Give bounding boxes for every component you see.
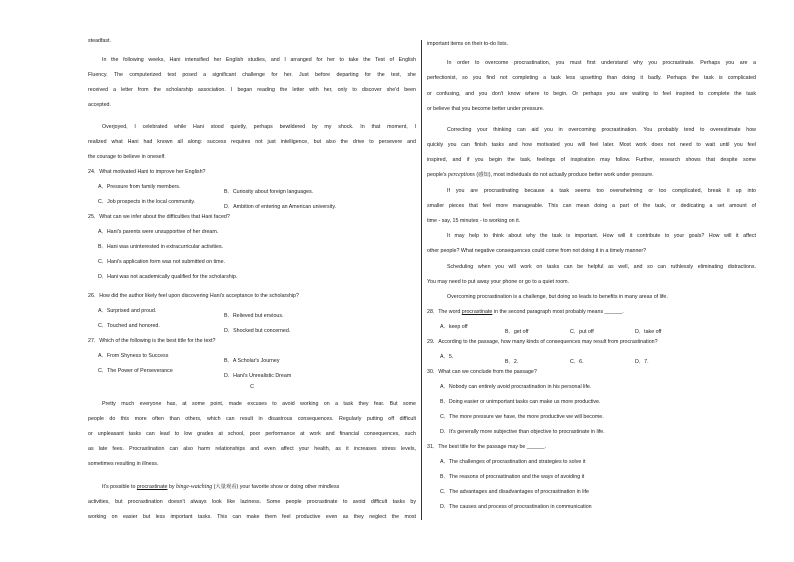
paragraph-line: received a letter from the scholarship association. I began reading the letter with her, only to discover she'd been — [88, 87, 416, 93]
paragraph-line: If you are procrastinating because a task seems too overwhelming or too complicated, break it up into — [447, 188, 756, 194]
q30-option-c[interactable]: C．The more pressure we have, the more productive we will become. — [440, 414, 604, 420]
paragraph-line: or unpleasant tasks can lead to low grades at school, poor performance at work and financial consequences, such — [88, 431, 416, 437]
q25-option-a[interactable]: A．Hani's parents were unsupportive of her dream. — [98, 229, 219, 235]
text-run: people's — [427, 172, 449, 178]
paragraph-line: Fluency. The computerized test posed a significant challenge for her. Just before departing for the test, she — [88, 72, 416, 78]
text-run: , most individuals do not actually produce better work under pressure. — [490, 172, 654, 178]
paragraph-line: Overcoming procrastination is a challenge, but doing so leads to benefits in many areas of life. — [447, 294, 668, 300]
paragraph-line: inspired, and if you begin the task, feelings of inspiration may follow. Further, research shows that despite some — [427, 157, 756, 163]
question-27-stem: 27．Which of the following is the best title for the text? — [88, 338, 216, 344]
paragraph-line: as late fees. Procrastination can also harm relationships and even affect your health, as it increases stress levels, — [88, 446, 416, 452]
question-31-stem: 31．The best title for the passage may be ______. — [427, 444, 546, 450]
paragraph-line: Scheduling when you will work on tasks can be helpful as well, and so can ruthlessly eliminating distractions. — [447, 264, 756, 270]
text-run: It's possible to — [102, 484, 137, 490]
paragraph-line: time - say, 15 minutes - to working on it. — [427, 218, 521, 224]
paragraph-line: important items on their to-do lists. — [427, 41, 508, 47]
paragraph-line: or believe that you become better under pressure. — [427, 106, 545, 112]
q28-option-c[interactable]: C．put off — [570, 329, 594, 336]
paragraph-line: other people? What negative consequences could come from not doing it in a timely manner? — [427, 248, 647, 254]
q27-option-a[interactable]: A．From Shyness to Success — [98, 353, 169, 359]
q30-option-d[interactable]: D．It's generally more subjective than objective to procrastinate in life. — [440, 429, 605, 435]
paragraph-line: You may need to put away your phone or go to a quiet room. — [427, 279, 570, 285]
q26-option-d[interactable]: D．Shocked but concerned. — [224, 328, 291, 335]
paragraph-line: Correcting your thinking can aid you in overcoming procrastination. You probably tend to overestimate how — [447, 127, 756, 133]
text-run: (感知) — [474, 172, 491, 178]
q29-option-d[interactable]: D．7. — [635, 359, 649, 366]
key-word: procrastinate — [136, 484, 168, 490]
paragraph-line: perfectionist, so you find not completing a task less upsetting than doing it badly. Perhaps the task is complicated — [427, 75, 756, 81]
paragraph-line: Pretty much everyone has, at some point, made excuses to avoid working on a task they fear. But some — [102, 401, 416, 407]
q31-option-b[interactable]: B．The reasons of procrastination and the ways of avoiding it — [440, 474, 585, 480]
paragraph-line: sometimes resulting in illness. — [88, 461, 159, 467]
paragraph-line: people do this more often than others, which can result in disastrous consequences. Regularly putting off difficult — [88, 416, 416, 422]
paragraph-line: activities, but procrastination doesn't always look like laziness. Some people procrastinate to avoid difficult tasks by — [88, 499, 416, 505]
text-run: (大量观看) your favorite show or doing other mindless — [212, 484, 340, 490]
q27-option-b[interactable]: B．A Scholar's Journey — [224, 358, 280, 365]
text-run: by — [167, 484, 177, 490]
q29-option-c[interactable]: C．6. — [570, 359, 584, 366]
paragraph-line — [102, 484, 339, 491]
q30-option-a[interactable]: A．Nobody can entirely avoid procrastination in his personal life. — [440, 384, 592, 390]
q27-option-c[interactable]: C．The Power of Perseverance — [98, 368, 173, 374]
q31-option-c[interactable]: C．The advantages and disadvantages of procrastination in life — [440, 489, 589, 495]
q24-option-c[interactable]: C．Job prospects in the local community. — [98, 199, 196, 205]
paragraph-line: steadfast. — [88, 38, 111, 44]
q24-option-a[interactable]: A．Pressure from family members. — [98, 184, 181, 190]
question-25-stem: 25．What can we infer about the difficulties that Hani faced? — [88, 214, 230, 220]
paragraph-line: Overjoyed, I celebrated while Hani stood quietly, perhaps bewildered by my shock. In that moment, I — [102, 124, 416, 130]
paragraph-line: quickly you can finish tasks and how motivated you will feel later. Most work does not need to wait until you feel — [427, 142, 756, 148]
question-28-stem — [427, 309, 624, 316]
italic-term: binge-watching — [176, 484, 213, 490]
q24-option-b[interactable]: B．Curiosity about foreign languages. — [224, 189, 314, 196]
q24-option-d[interactable]: D．Ambition of entering an American university. — [224, 204, 337, 211]
paragraph-line: accepted. — [88, 102, 111, 108]
paragraph-line: or confusing, and you don't know where to begin. Or perhaps you are waiting to feel inspired to complete the task — [427, 91, 756, 97]
paragraph-line — [427, 172, 654, 179]
q25-option-c[interactable]: C．Hani's application form was not submitted on time. — [98, 259, 226, 265]
column-divider — [421, 40, 422, 520]
paragraph-line: working on easier but less important tasks. This can make them feel productive even as they neglect the most — [88, 514, 416, 520]
q31-option-a[interactable]: A．The challenges of procrastination and strategies to solve it — [440, 459, 586, 465]
question-24-stem: 24．What motivated Hani to improve her English? — [88, 169, 206, 175]
q29-option-b[interactable]: B．2. — [505, 359, 519, 366]
text-run: in the second paragraph most probably means ______. — [492, 309, 624, 315]
q31-option-d[interactable]: D．The causes and process of procrastination in communication — [440, 504, 592, 510]
text-run: 28．The word — [427, 309, 462, 315]
q27-option-d[interactable]: D．Hani's Unrealistic Dream — [224, 373, 292, 380]
section-heading: C — [250, 384, 254, 390]
q28-option-b[interactable]: B．get off — [505, 329, 529, 336]
paragraph-line: smaller pieces that feel more manageable. This can mean doing a part of the task, or dedicating a set amount of — [427, 203, 756, 209]
q26-option-c[interactable]: C．Touched and honored. — [98, 323, 160, 329]
q26-option-b[interactable]: B．Relieved but envious. — [224, 313, 284, 320]
q25-option-d[interactable]: D．Hani was not academically qualified for the scholarship. — [98, 274, 238, 280]
q28-option-d[interactable]: D．take off — [635, 329, 662, 336]
question-26-stem: 26．How did the author likely feel upon discovering Hani's acceptance to the scholarship? — [88, 293, 299, 299]
question-29-stem: 29．According to the passage, how many kinds of consequences may result from procrastination? — [427, 339, 658, 345]
paragraph-line: realized what Hani had known all along: success requires not just intelligence, but also the drive to persevere and — [88, 139, 416, 145]
q26-option-a[interactable]: A．Surprised and proud. — [98, 308, 157, 314]
key-word: procrastinate — [461, 309, 493, 315]
paragraph-line: the courage to believe in oneself. — [88, 154, 166, 160]
q25-option-b[interactable]: B．Hani was uninterested in extracurricular activities. — [98, 244, 224, 250]
paragraph-line: In order to overcome procrastination, you must first understand why you procrastinate. Perhaps you are a — [447, 60, 756, 66]
q29-option-a[interactable]: A．5. — [440, 354, 454, 360]
q30-option-b[interactable]: B．Doing easier or unimportant tasks can make us more productive. — [440, 399, 601, 405]
q28-option-a[interactable]: A．keep off — [440, 324, 468, 330]
paragraph-line: In the following weeks, Hani intensified her English studies, and I arranged for her to take the Test of English — [102, 57, 416, 63]
question-30-stem: 30．What can we conclude from the passage? — [427, 369, 537, 375]
italic-term: perceptions — [448, 172, 475, 178]
paragraph-line: It may help to think about why the task is important. How will it contribute to your goals? How will it affect — [447, 233, 756, 239]
